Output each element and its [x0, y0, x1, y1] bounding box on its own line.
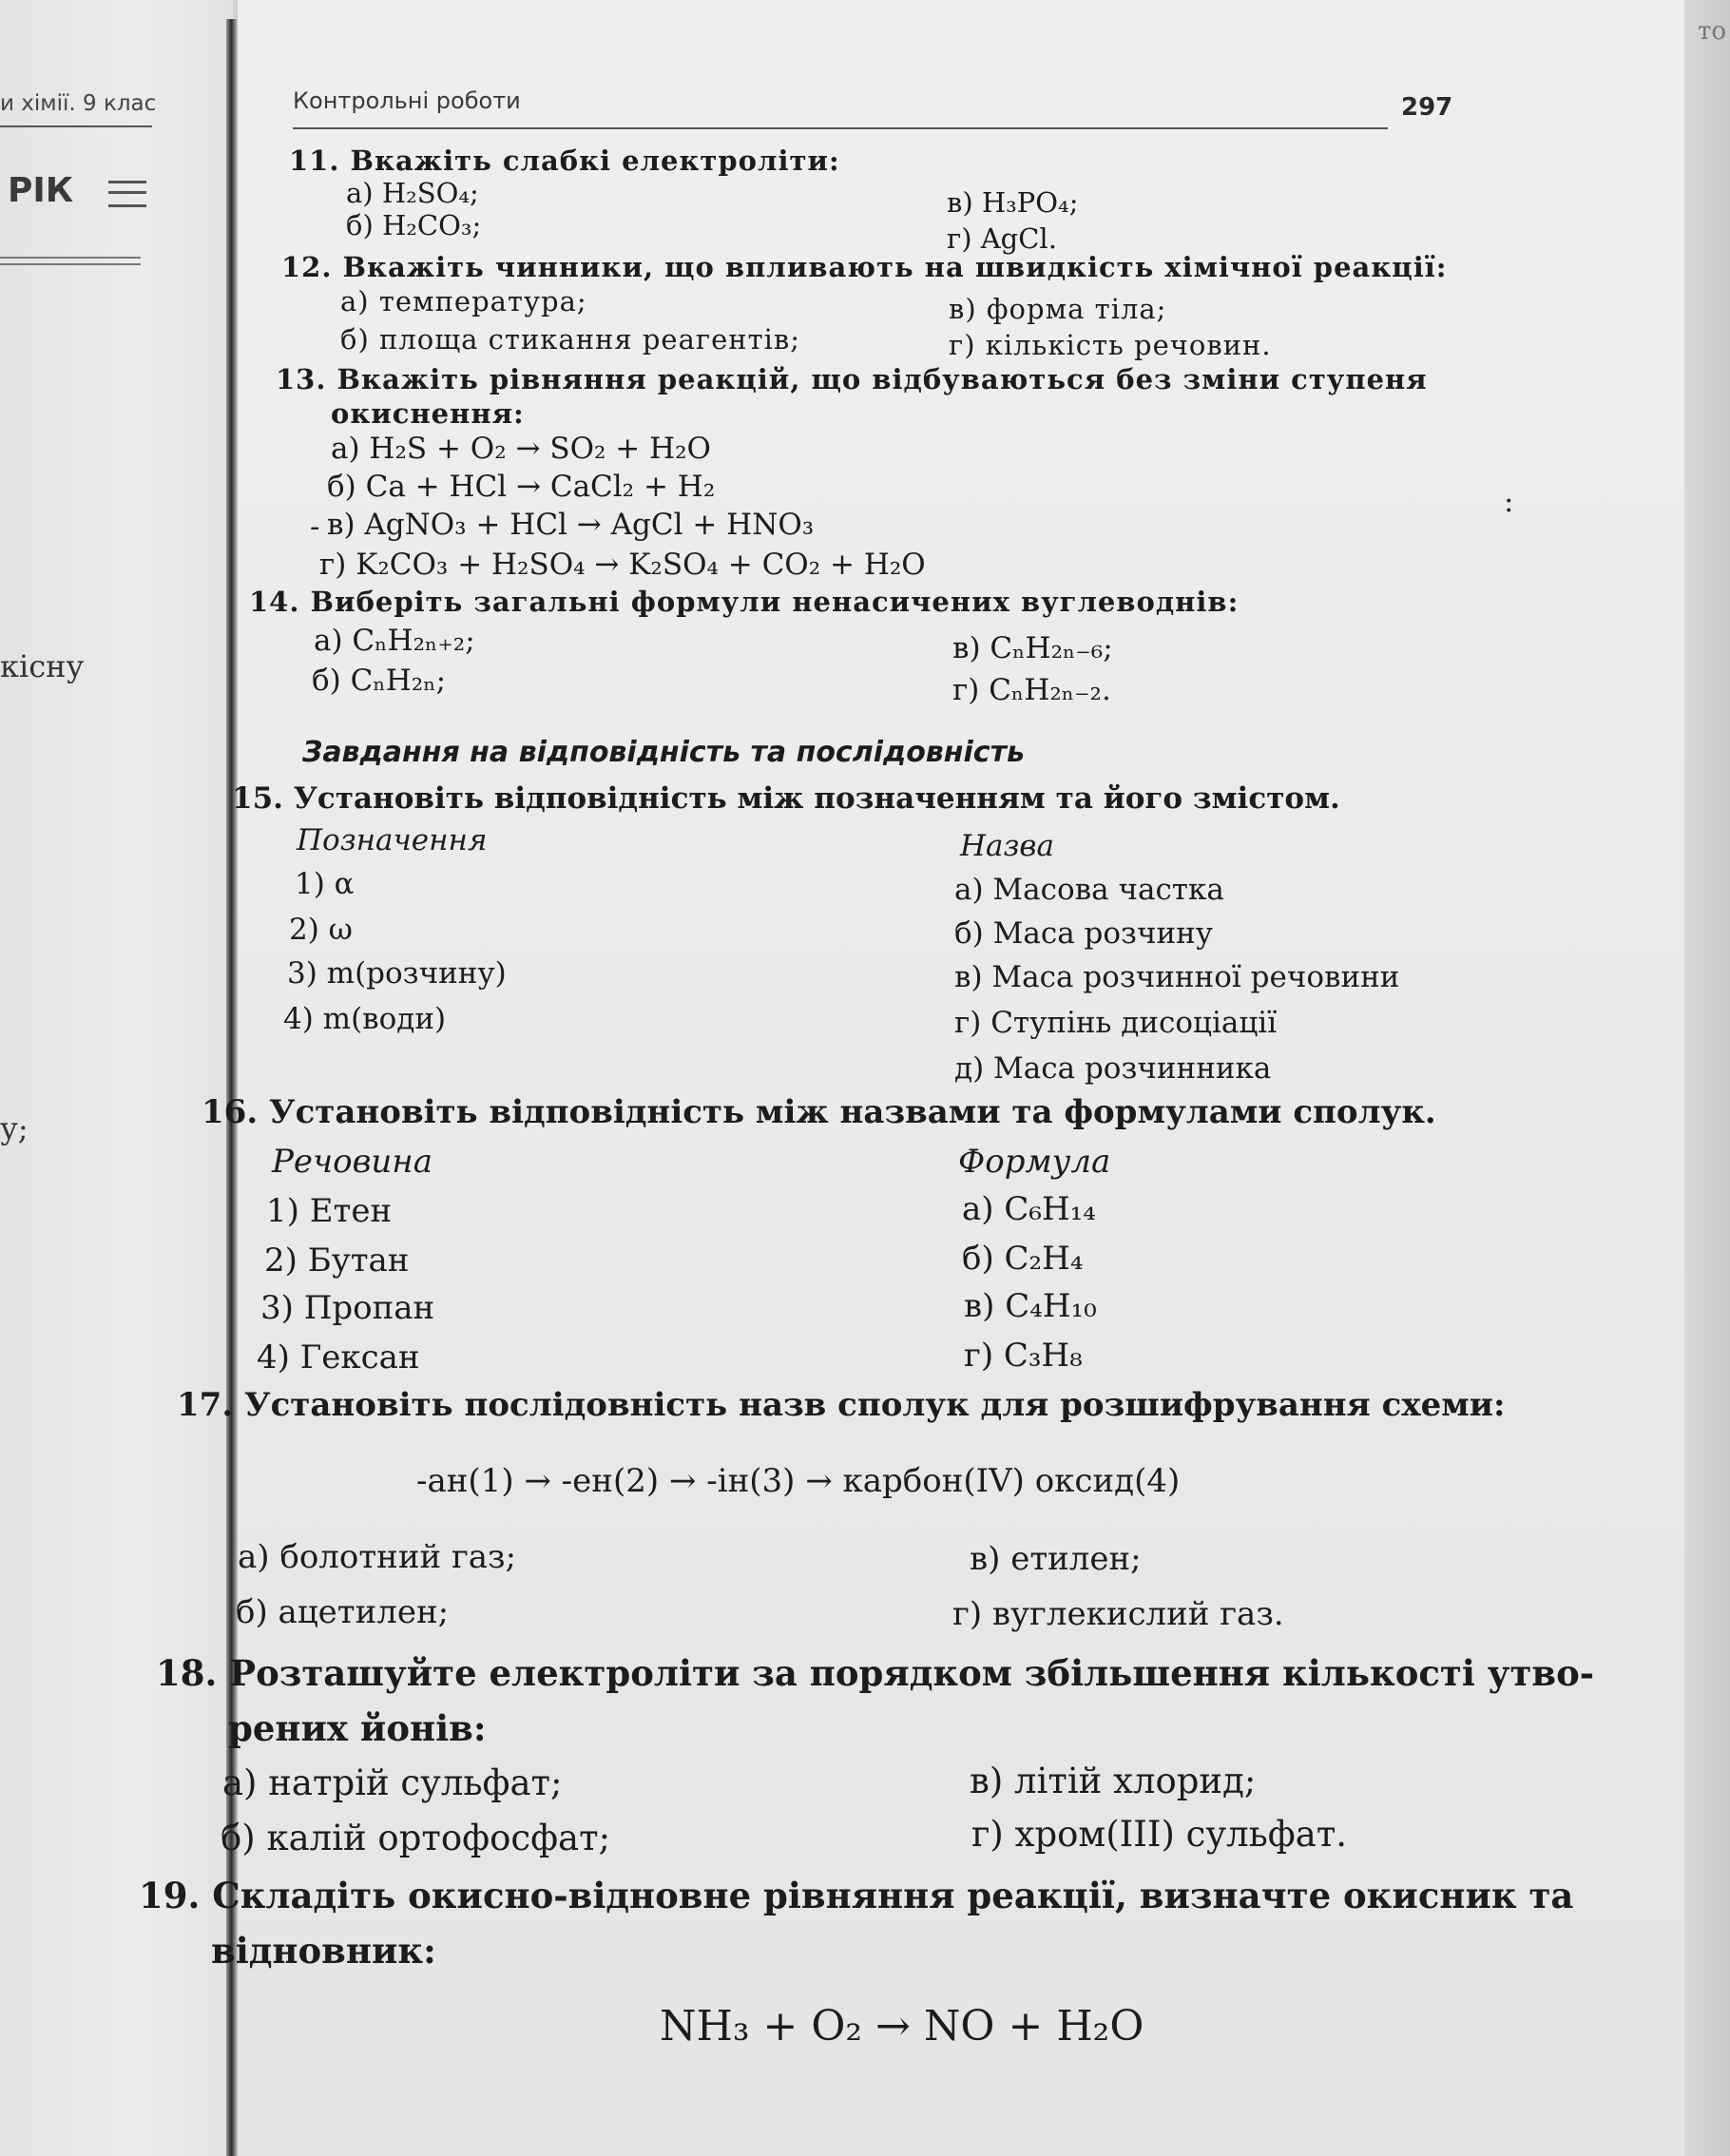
option-g: г) AgCl. — [947, 222, 1057, 255]
page-header-title: Контрольні роботи — [293, 87, 521, 114]
list-item: в) C₄H₁₀ — [964, 1287, 1097, 1325]
equation-a: а) H₂S + O₂ → SO₂ + H₂O — [331, 432, 711, 466]
question-11: 11. Вкажіть слабкі електроліти: — [289, 144, 840, 177]
list-item: 1) Етен — [266, 1192, 393, 1230]
option-a: а) болотний газ; — [238, 1538, 517, 1576]
option-v: в) літій хлорид; — [970, 1761, 1257, 1801]
left-page-rule — [0, 125, 152, 127]
option-a: а) H₂SO₄; — [346, 177, 479, 209]
option-v: в) форма тіла; — [949, 293, 1167, 325]
question-13-continued: окиснення: — [331, 397, 525, 430]
list-item: 3) m(розчину) — [287, 956, 507, 991]
option-b: б) ацетилен; — [236, 1593, 450, 1631]
question-19-continued: відновник: — [211, 1930, 436, 1972]
redox-equation: NH₃ + O₂ → NO + H₂O — [660, 2002, 1144, 2050]
equation-v: в) AgNO₃ + HCl → AgCl + HNO₃ — [327, 508, 815, 542]
page-number: 297 — [1401, 93, 1453, 122]
option-b: б) площа стикання реагентів; — [340, 323, 800, 356]
option-g: г) хром(III) сульфат. — [971, 1814, 1348, 1855]
option-v: в) CₙH₂ₙ₋₆; — [952, 631, 1113, 665]
reaction-scheme: -ан(1) → -ен(2) → -ін(3) → карбон(IV) оксид(4) — [416, 1462, 1181, 1500]
question-18-continued: рених йонів: — [228, 1707, 487, 1749]
question-16: 16. Установіть відповідність між назвами та формулами сполук. — [202, 1093, 1436, 1131]
right-page-edge — [1684, 0, 1730, 2156]
left-page-fragment: кісну — [0, 648, 85, 684]
question-17: 17. Установіть послідовність назв сполук для розшифрування схеми: — [177, 1386, 1506, 1424]
list-item: г) C₃H₈ — [964, 1337, 1083, 1375]
list-item: 2) Бутан — [264, 1242, 410, 1280]
column-header-substance: Речовина — [272, 1143, 432, 1181]
left-page-header: и хімії. 9 клас — [0, 91, 157, 116]
option-g: г) вуглекислий газ. — [952, 1595, 1284, 1633]
list-item: 1) α — [295, 867, 355, 901]
column-header-designation: Позначення — [297, 823, 488, 857]
list-item: г) Ступінь дисоціації — [954, 1006, 1278, 1040]
option-a: а) CₙH₂ₙ₊₂; — [314, 624, 475, 658]
list-item: д) Маса розчинника — [954, 1051, 1272, 1086]
option-v: в) H₃PO₄; — [947, 186, 1079, 219]
left-page-fragment: у; — [0, 1110, 29, 1146]
list-item: в) Маса розчинної речовини — [954, 960, 1400, 994]
option-g: г) кількість речовин. — [949, 329, 1272, 361]
option-g: г) CₙH₂ₙ₋₂. — [952, 673, 1111, 707]
left-page-strip — [0, 0, 233, 2156]
header-rule — [293, 127, 1388, 129]
corner-fragment: то — [1698, 17, 1727, 46]
list-item: б) C₂H₄ — [962, 1240, 1084, 1278]
equation-g: г) K₂CO₃ + H₂SO₄ → K₂SO₄ + CO₂ + H₂O — [319, 548, 926, 582]
question-13: 13. Вкажіть рівняння реакцій, що відбуваються без зміни ступеня — [276, 363, 1428, 395]
list-item: 3) Пропан — [260, 1289, 435, 1327]
option-a: а) натрій сульфат; — [222, 1762, 563, 1803]
list-item: а) Масова частка — [954, 873, 1224, 907]
list-item: 4) Гексан — [257, 1338, 420, 1376]
option-v: в) етилен; — [970, 1540, 1142, 1578]
list-item: 2) ω — [289, 913, 353, 947]
left-page-double-rule — [0, 257, 141, 265]
pencil-mark: - — [310, 510, 320, 544]
left-page-section: РІК — [8, 171, 74, 210]
list-item: 4) m(води) — [283, 1002, 447, 1036]
question-19: 19. Складіть окисно-відновне рівняння реакції, визначте окисник та — [139, 1875, 1574, 1916]
equation-b: б) Ca + HCl → CaCl₂ + H₂ — [327, 470, 716, 504]
option-b: б) H₂CO₃; — [346, 209, 482, 241]
question-12: 12. Вкажіть чинники, що впливають на швидкість хімічної реакції: — [281, 251, 1448, 283]
side-mark: : — [1504, 485, 1514, 519]
option-b: б) калій ортофосфат; — [221, 1818, 611, 1858]
list-item: а) C₆H₁₄ — [962, 1190, 1096, 1228]
column-header-name: Назва — [960, 829, 1054, 863]
question-14: 14. Виберіть загальні формули ненасичених вуглеводнів: — [249, 586, 1240, 618]
question-15: 15. Установіть відповідність між позначенням та його змістом. — [232, 781, 1340, 816]
option-b: б) CₙH₂ₙ; — [312, 664, 447, 698]
menu-lines-icon — [108, 181, 146, 207]
question-18: 18. Розташуйте електроліти за порядком збільшення кількості утво- — [156, 1652, 1595, 1694]
list-item: б) Маса розчину — [954, 916, 1214, 951]
option-a: а) температура; — [340, 285, 587, 318]
column-header-formula: Формула — [958, 1143, 1111, 1181]
section-title: Завдання на відповідність та послідовність — [302, 736, 1025, 769]
